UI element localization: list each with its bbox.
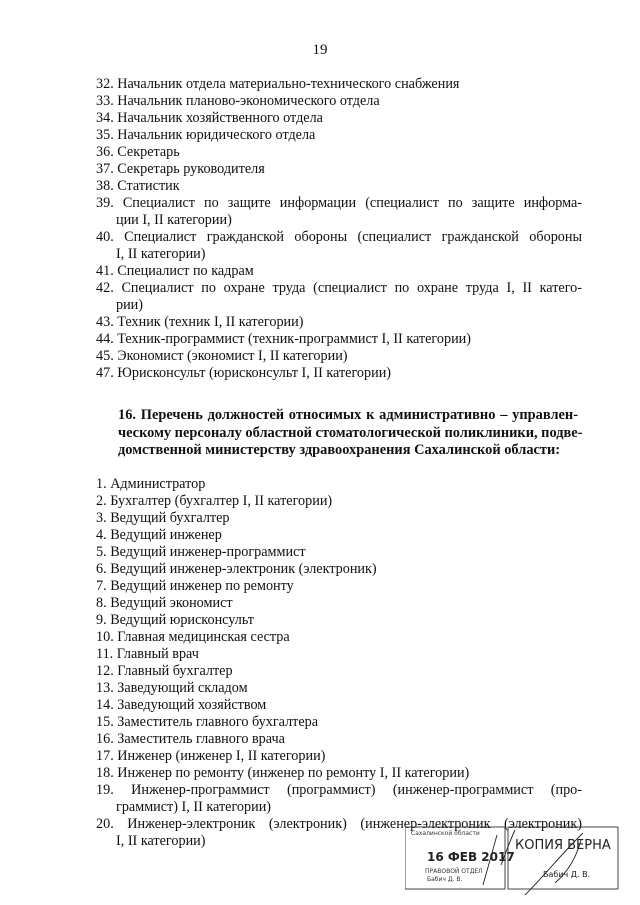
list-item (96, 663, 582, 680)
list-item (96, 314, 582, 331)
list-item-text: Ведущий бухгалтер (110, 510, 230, 526)
list-item-text: Заведующий хозяйством (117, 697, 267, 713)
list-item-number: 2. (96, 493, 107, 509)
list-item (96, 765, 582, 782)
list-item (96, 93, 582, 110)
list-item (96, 476, 582, 493)
list-item-number: 35. (96, 127, 114, 143)
list-item-number: 16. (96, 731, 114, 747)
list-item (96, 76, 582, 93)
list-item-number: 3. (96, 510, 107, 526)
list-item (96, 680, 582, 697)
list-item-text: Ведущий инженер по ремонту (110, 578, 294, 594)
list-item (96, 697, 582, 714)
list-item-text: Специалист по защите информации (специалист по защите информа- (122, 195, 582, 211)
list-item-text: Ведущий инженер-электроник (электроник) (110, 561, 377, 577)
list-item (96, 527, 582, 544)
list-item (96, 561, 582, 578)
list-item-text: Главный бухгалтер (117, 663, 233, 679)
list-item-text: Экономист (экономист I, II категории) (117, 348, 348, 364)
list-item-number: 9. (96, 612, 107, 628)
list-item-text: Администратор (110, 476, 206, 492)
list-item-continuation: ции I, II категории) (116, 212, 232, 228)
list-item (96, 110, 582, 127)
copy-certified-stamp (405, 825, 620, 897)
list-item-number: 41. (96, 263, 114, 279)
list-item-number: 8. (96, 595, 107, 611)
list-item (96, 595, 582, 612)
list-item-number: 32. (96, 76, 114, 92)
list-item (96, 127, 582, 144)
list-item-text: Ведущий экономист (110, 595, 233, 611)
list-item-continuation: I, II категории) (116, 246, 206, 262)
stamp-small-text-1: Сахалинской области (411, 830, 480, 837)
list-item-text: Инженер (инженер I, II категории) (117, 748, 326, 764)
list-item (96, 331, 582, 348)
list-item (96, 161, 582, 178)
list-item (96, 629, 582, 646)
list-item-text: Инженер-электроник (электроник) (инженер-электроник (электроник) (127, 816, 583, 832)
list-item-number: 34. (96, 110, 114, 126)
section-heading (118, 407, 583, 460)
list-item-text: Заведующий складом (117, 680, 248, 696)
list-item-text: Специалист по кадрам (117, 263, 254, 279)
list-item-text: Ведущий инженер (110, 527, 222, 543)
list-item-text: Инженер-программист (программист) (инженер-программист (про- (131, 782, 582, 798)
list-item-text: Техник (техник I, II категории) (117, 314, 304, 330)
list-item-text: Секретарь (117, 144, 180, 160)
list-item-text: Специалист гражданской обороны (специалист гражданской обороны (124, 229, 583, 245)
list-item-number: 33. (96, 93, 114, 109)
list-item-number: 13. (96, 680, 114, 696)
list-item-number: 12. (96, 663, 114, 679)
list-item-continuation: I, II категории) (116, 833, 206, 849)
list-item-continuation: граммист) I, II категории) (116, 799, 272, 815)
list-item (96, 612, 582, 629)
list-item-text: Статистик (117, 178, 180, 194)
heading-line-2: ческому персоналу областной стоматологической поликлиники, подве- (118, 424, 583, 441)
list-item-number: 37. (96, 161, 114, 177)
list-item-number: 38. (96, 178, 114, 194)
list-item (96, 263, 582, 280)
list-item-number: 42. (96, 280, 114, 296)
list-item-number: 19. (96, 782, 114, 798)
list-item-text: Начальник отдела материально-технического снабжения (117, 76, 460, 92)
list-item (96, 229, 582, 263)
list-item (96, 544, 582, 561)
list-item-number: 6. (96, 561, 107, 577)
list-item (96, 195, 582, 229)
list-item (96, 714, 582, 731)
list-item-text: Главный врач (116, 646, 199, 662)
positions-list-continued (96, 76, 582, 382)
heading-line-3: домственной министерству здравоохранения Сахалинской области: (118, 442, 561, 458)
list-item (96, 510, 582, 527)
list-item (96, 731, 582, 748)
list-item-text: Заместитель главного врача (117, 731, 285, 747)
list-item (96, 782, 582, 816)
list-item-number: 20. (96, 816, 114, 832)
list-item-number: 44. (96, 331, 114, 347)
list-item (96, 280, 582, 314)
list-item-number: 14. (96, 697, 114, 713)
stamp-name-2: Бабич Д. В. (543, 870, 591, 879)
list-item-number: 10. (96, 629, 114, 645)
stamp-date: 16 ФЕВ 2017 (427, 850, 515, 864)
list-item-text: Начальник юридического отдела (117, 127, 316, 143)
positions-list-section-16 (96, 476, 582, 850)
list-item-number: 45. (96, 348, 114, 364)
list-item-number: 4. (96, 527, 107, 543)
list-item-number: 1. (96, 476, 107, 492)
list-item-text: Начальник планово-экономического отдела (117, 93, 380, 109)
list-item-text: Ведущий инженер-программист (110, 544, 306, 560)
list-item (96, 348, 582, 365)
list-item-number: 5. (96, 544, 107, 560)
list-item (96, 748, 582, 765)
stamp-small-text-2: ПРАВОВОЙ ОТДЕЛ (425, 868, 483, 875)
list-item-number: 17. (96, 748, 114, 764)
list-item-number: 7. (96, 578, 107, 594)
list-item-number: 43. (96, 314, 114, 330)
list-item-text: Инженер по ремонту (инженер по ремонту I, II категории) (117, 765, 470, 781)
list-item (96, 493, 582, 510)
list-item-text: Техник-программист (техник-программист I, II категории) (117, 331, 471, 347)
stamp-name-1: Бабич Д. В. (427, 876, 463, 883)
list-item-number: 15. (96, 714, 114, 730)
list-item-continuation: рии) (116, 297, 144, 313)
list-item-number: 47. (96, 365, 114, 381)
list-item (96, 578, 582, 595)
list-item-text: Специалист по охране труда (специалист по охране труда I, II катего- (121, 280, 582, 296)
list-item-number: 18. (96, 765, 114, 781)
list-item (96, 178, 582, 195)
stamp-title: КОПИЯ ВЕРНА (515, 838, 611, 853)
list-item-number: 36. (96, 144, 114, 160)
list-item (96, 365, 582, 382)
list-item-text: Бухгалтер (бухгалтер I, II категории) (110, 493, 333, 509)
list-item-number: 40. (96, 229, 114, 245)
list-item-text: Главная медицинская сестра (117, 629, 290, 645)
list-item (96, 144, 582, 161)
list-item-text: Секретарь руководителя (117, 161, 265, 177)
list-item-number: 39. (96, 195, 114, 211)
list-item-text: Юрисконсульт (юрисконсульт I, II категории) (117, 365, 392, 381)
list-item-number: 11. (96, 646, 114, 662)
heading-line-1: 16. Перечень должностей относимых к административно – управлен- (118, 407, 578, 423)
list-item-text: Ведущий юрисконсульт (110, 612, 254, 628)
page-number: 19 (312, 42, 328, 58)
list-item-text: Заместитель главного бухгалтера (117, 714, 319, 730)
list-item-text: Начальник хозяйственного отдела (117, 110, 323, 126)
list-item (96, 646, 582, 663)
